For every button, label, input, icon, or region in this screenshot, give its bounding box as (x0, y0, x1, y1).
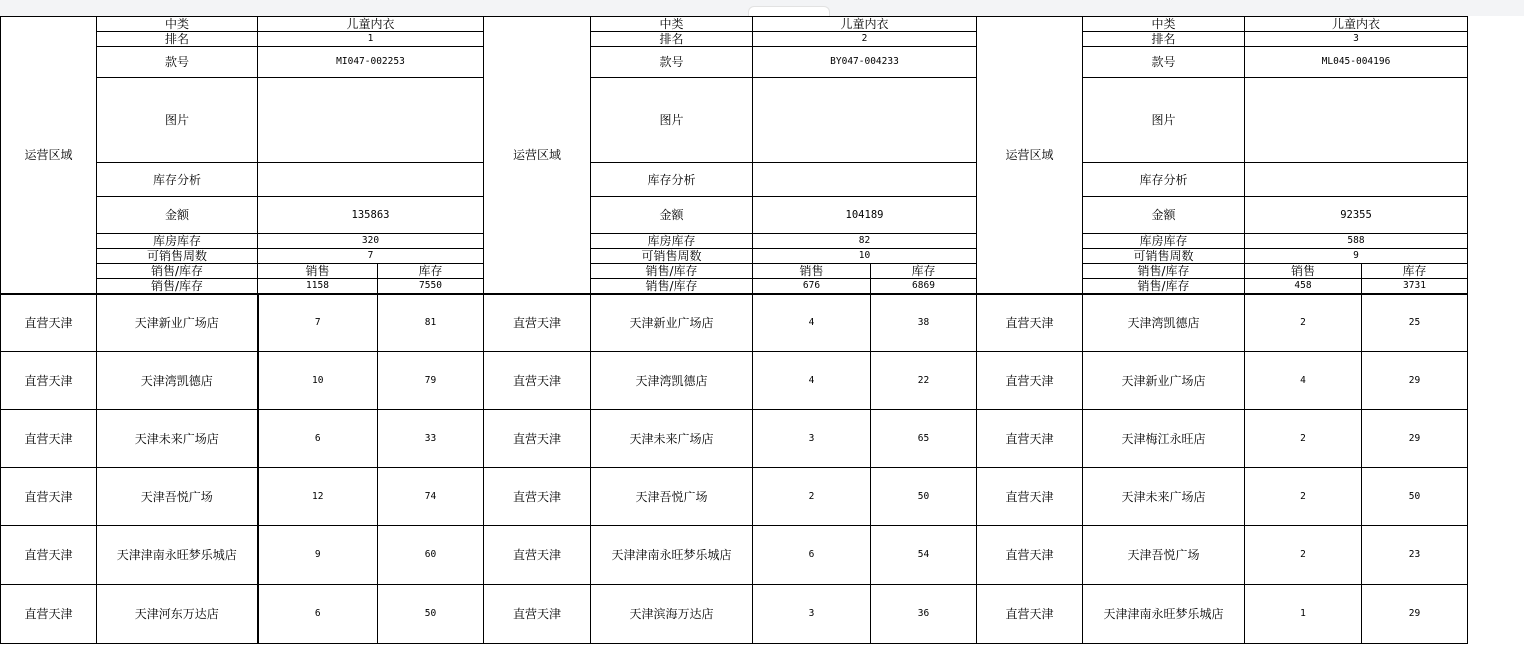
amount-label-1: 金额 (97, 197, 258, 234)
style-no-value-3: ML045-004196 (1245, 47, 1468, 78)
store-row (1, 468, 1468, 526)
stock-analysis-cell-1 (258, 163, 484, 197)
warehouse-stock-value-3: 588 (1245, 234, 1468, 249)
weeks-of-sale-label-3: 可销售周数 (1083, 249, 1245, 264)
warehouse-stock-label-2: 库房库存 (591, 234, 753, 249)
category-value-2: 儿童内衣 (753, 17, 977, 32)
store-name-cell: 天津新业广场店 (97, 294, 258, 352)
store-sales-cell: 9 (258, 526, 378, 585)
store-sales-cell: 12 (258, 468, 378, 526)
store-region-cell: 直营天津 (1, 585, 97, 644)
weeks-of-sale-value-2: 10 (753, 249, 977, 264)
warehouse-stock-label-3: 库房库存 (1083, 234, 1245, 249)
total-sales-2: 676 (753, 279, 871, 294)
store-name-cell: 天津新业广场店 (1083, 352, 1245, 410)
store-stock-cell: 65 (871, 410, 977, 468)
category-value-1: 儿童内衣 (258, 17, 484, 32)
store-region-cell: 直营天津 (484, 468, 591, 526)
store-sales-cell: 2 (1245, 468, 1362, 526)
store-name-cell: 天津津南永旺梦乐城店 (1083, 585, 1245, 644)
rank-value-1: 1 (258, 32, 484, 47)
picture-label-3: 图片 (1083, 78, 1245, 163)
sales-stock-total-label-2: 销售/库存 (591, 279, 753, 294)
category-label-3: 中类 (1083, 17, 1245, 32)
store-row (1, 410, 1468, 468)
store-sales-cell: 7 (258, 294, 378, 352)
store-sales-cell: 4 (1245, 352, 1362, 410)
store-sales-cell: 10 (258, 352, 378, 410)
store-region-cell: 直营天津 (1, 352, 97, 410)
store-region-cell: 直营天津 (1, 468, 97, 526)
total-stock-3: 3731 (1362, 279, 1468, 294)
store-name-cell: 天津吾悦广场 (97, 468, 258, 526)
weeks-of-sale-label-1: 可销售周数 (97, 249, 258, 264)
region-header-2: 运营区域 (484, 17, 591, 294)
store-stock-cell: 50 (1362, 468, 1468, 526)
sales-header-3: 销售 (1245, 264, 1362, 279)
style-no-label-1: 款号 (97, 47, 258, 78)
store-name-cell: 天津梅江永旺店 (1083, 410, 1245, 468)
store-row (1, 294, 1468, 352)
sheet-top-bar (0, 0, 1524, 16)
store-sales-cell: 2 (753, 468, 871, 526)
store-sales-cell: 2 (1245, 410, 1362, 468)
rank-value-3: 3 (1245, 32, 1468, 47)
store-sales-cell: 2 (1245, 294, 1362, 352)
store-sales-cell: 6 (258, 585, 378, 644)
store-name-cell: 天津湾凯德店 (1083, 294, 1245, 352)
store-sales-cell: 4 (753, 352, 871, 410)
store-region-cell: 直营天津 (977, 294, 1083, 352)
stock-header-1: 库存 (378, 264, 484, 279)
store-region-cell: 直营天津 (977, 352, 1083, 410)
store-sales-cell: 6 (753, 526, 871, 585)
store-name-cell: 天津吾悦广场 (591, 468, 753, 526)
store-region-cell: 直营天津 (1, 410, 97, 468)
total-stock-1: 7550 (378, 279, 484, 294)
store-name-cell: 天津河东万达店 (97, 585, 258, 644)
store-region-cell: 直营天津 (484, 294, 591, 352)
store-stock-cell: 29 (1362, 410, 1468, 468)
warehouse-stock-label-1: 库房库存 (97, 234, 258, 249)
weeks-of-sale-value-3: 9 (1245, 249, 1468, 264)
category-label-2: 中类 (591, 17, 753, 32)
store-region-cell: 直营天津 (1, 526, 97, 585)
sales-stock-label-2: 销售/库存 (591, 264, 753, 279)
store-stock-cell: 38 (871, 294, 977, 352)
style-no-value-1: MI047-002253 (258, 47, 484, 78)
store-region-cell: 直营天津 (484, 352, 591, 410)
sales-stock-table (0, 16, 1468, 644)
amount-value-1: 135863 (258, 197, 484, 234)
store-sales-cell: 3 (753, 410, 871, 468)
store-name-cell: 天津津南永旺梦乐城店 (591, 526, 753, 585)
store-row (1, 526, 1468, 585)
amount-label-3: 金额 (1083, 197, 1245, 234)
store-row (1, 585, 1468, 644)
stock-analysis-label-3: 库存分析 (1083, 163, 1245, 197)
store-region-cell: 直营天津 (977, 410, 1083, 468)
stock-analysis-label-2: 库存分析 (591, 163, 753, 197)
store-stock-cell: 25 (1362, 294, 1468, 352)
sales-stock-label-1: 销售/库存 (97, 264, 258, 279)
rank-value-2: 2 (753, 32, 977, 47)
store-region-cell: 直营天津 (977, 468, 1083, 526)
store-stock-cell: 23 (1362, 526, 1468, 585)
style-no-value-2: BY047-004233 (753, 47, 977, 78)
store-stock-cell: 33 (378, 410, 484, 468)
store-name-cell: 天津吾悦广场 (1083, 526, 1245, 585)
picture-cell-3 (1245, 78, 1468, 163)
amount-value-2: 104189 (753, 197, 977, 234)
weeks-of-sale-label-2: 可销售周数 (591, 249, 753, 264)
store-sales-cell: 2 (1245, 526, 1362, 585)
store-stock-cell: 22 (871, 352, 977, 410)
store-name-cell: 天津津南永旺梦乐城店 (97, 526, 258, 585)
total-sales-1: 1158 (258, 279, 378, 294)
store-row (1, 352, 1468, 410)
picture-cell-1 (258, 78, 484, 163)
sales-stock-total-label-3: 销售/库存 (1083, 279, 1245, 294)
store-name-cell: 天津未来广场店 (1083, 468, 1245, 526)
store-name-cell: 天津新业广场店 (591, 294, 753, 352)
warehouse-stock-value-1: 320 (258, 234, 484, 249)
amount-label-2: 金额 (591, 197, 753, 234)
store-stock-cell: 36 (871, 585, 977, 644)
category-label-1: 中类 (97, 17, 258, 32)
store-name-cell: 天津湾凯德店 (591, 352, 753, 410)
store-sales-cell: 3 (753, 585, 871, 644)
sales-stock-label-3: 销售/库存 (1083, 264, 1245, 279)
store-stock-cell: 60 (378, 526, 484, 585)
store-sales-cell: 1 (1245, 585, 1362, 644)
store-stock-cell: 54 (871, 526, 977, 585)
store-stock-cell: 81 (378, 294, 484, 352)
stock-analysis-cell-2 (753, 163, 977, 197)
product-sales-sheet (0, 16, 1468, 644)
category-value-3: 儿童内衣 (1245, 17, 1468, 32)
stock-header-2: 库存 (871, 264, 977, 279)
warehouse-stock-value-2: 82 (753, 234, 977, 249)
store-name-cell: 天津湾凯德店 (97, 352, 258, 410)
picture-label-2: 图片 (591, 78, 753, 163)
store-stock-cell: 29 (1362, 352, 1468, 410)
region-header-1: 运营区域 (1, 17, 97, 294)
weeks-of-sale-value-1: 7 (258, 249, 484, 264)
store-region-cell: 直营天津 (484, 585, 591, 644)
total-sales-3: 458 (1245, 279, 1362, 294)
store-region-cell: 直营天津 (484, 410, 591, 468)
rank-label-3: 排名 (1083, 32, 1245, 47)
sales-header-1: 销售 (258, 264, 378, 279)
store-stock-cell: 79 (378, 352, 484, 410)
stock-analysis-label-1: 库存分析 (97, 163, 258, 197)
sales-header-2: 销售 (753, 264, 871, 279)
store-stock-cell: 50 (871, 468, 977, 526)
store-region-cell: 直营天津 (977, 526, 1083, 585)
picture-label-1: 图片 (97, 78, 258, 163)
style-no-label-2: 款号 (591, 47, 753, 78)
picture-cell-2 (753, 78, 977, 163)
store-region-cell: 直营天津 (1, 294, 97, 352)
store-sales-cell: 4 (753, 294, 871, 352)
sales-stock-total-label-1: 销售/库存 (97, 279, 258, 294)
rank-label-2: 排名 (591, 32, 753, 47)
rank-label-1: 排名 (97, 32, 258, 47)
store-name-cell: 天津未来广场店 (591, 410, 753, 468)
total-stock-2: 6869 (871, 279, 977, 294)
amount-value-3: 92355 (1245, 197, 1468, 234)
style-no-label-3: 款号 (1083, 47, 1245, 78)
store-stock-cell: 29 (1362, 585, 1468, 644)
store-sales-cell: 6 (258, 410, 378, 468)
stock-header-3: 库存 (1362, 264, 1468, 279)
stock-analysis-cell-3 (1245, 163, 1468, 197)
store-region-cell: 直营天津 (484, 526, 591, 585)
store-stock-cell: 74 (378, 468, 484, 526)
region-header-3: 运营区域 (977, 17, 1083, 294)
store-region-cell: 直营天津 (977, 585, 1083, 644)
store-name-cell: 天津滨海万达店 (591, 585, 753, 644)
store-name-cell: 天津未来广场店 (97, 410, 258, 468)
store-stock-cell: 50 (378, 585, 484, 644)
